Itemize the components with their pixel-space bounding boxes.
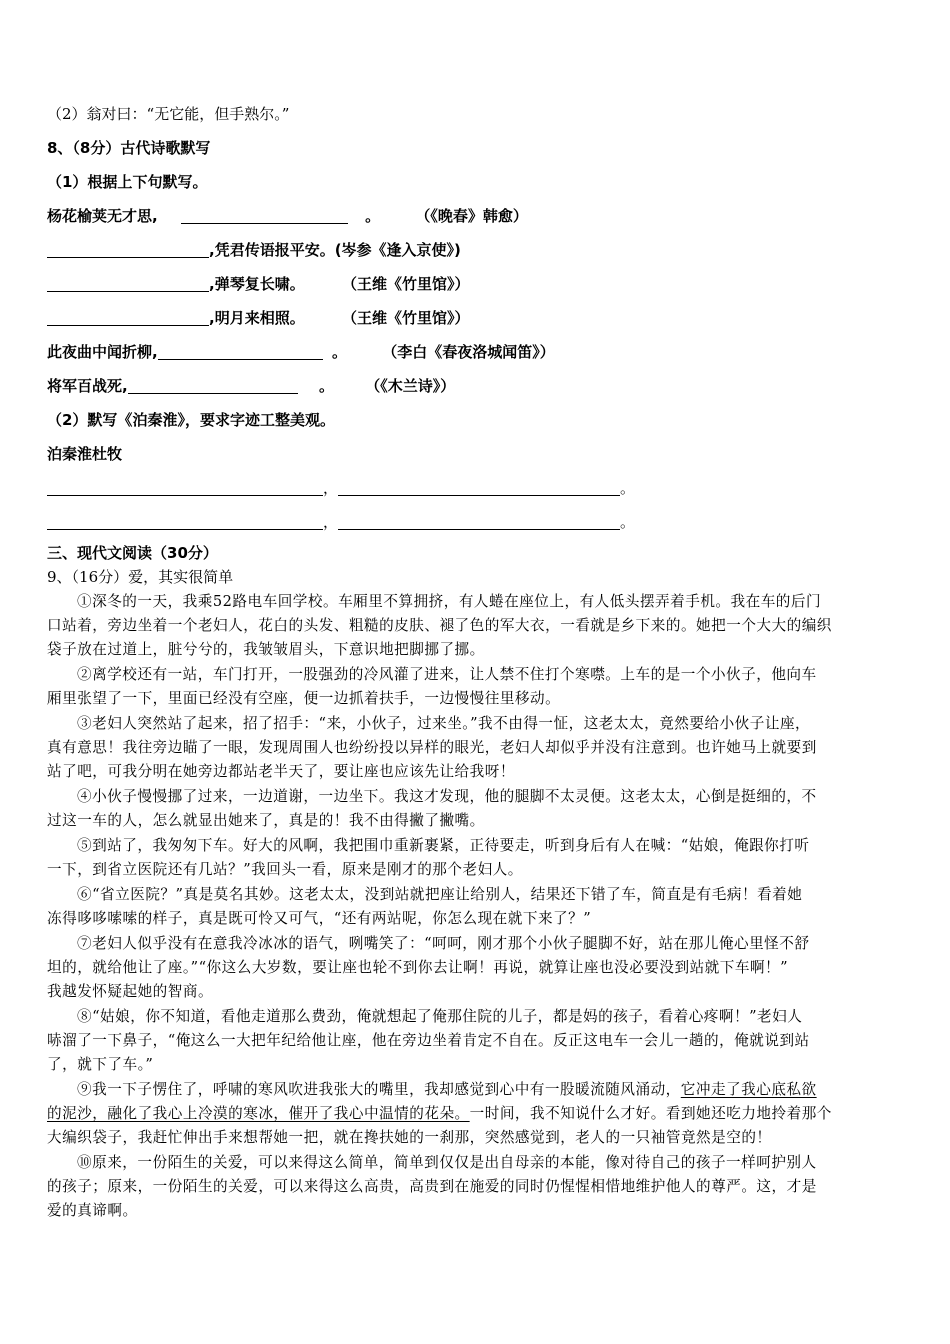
passage-line: 我越发怀疑起她的智商。	[47, 983, 214, 1000]
poem-answer-line-2	[47, 511, 635, 532]
recite-line-1	[47, 205, 528, 226]
q8-part1: （1）根据上下句默写。	[47, 173, 208, 191]
recite-line-2	[47, 239, 461, 260]
passage-line: 了，就下了车。”	[47, 1056, 154, 1073]
passage-line	[47, 1102, 832, 1123]
passage-line: 坦的，就给他让了座。”“你这么大岁数，要让座也轮不到你去让啊！再说，就算让座也没必要没到站就下车啊！”	[47, 959, 789, 976]
passage-line: 哧溜了一下鼻子，“俺这么一大把年纪给他让座，他在旁边坐着肯定不自在。反正这电车一会儿一趟的，俺就说到站	[47, 1032, 810, 1049]
recite-line-6-source: （《木兰诗》）	[365, 377, 456, 395]
poem-title: 泊秦淮杜牧	[47, 445, 123, 463]
recite-line-3-source: （王维《竹里馆》）	[341, 275, 470, 293]
recite-line-2-post: ,凭君传语报平安。	[209, 241, 335, 259]
p9-text-b: 一时间，我不知说什么才好。看到她还吃力地拎着那个	[469, 1105, 832, 1122]
passage-line: ④小伙子慢慢挪了过来，一边道谢，一边坐下。我这才发现，他的腿脚不太灵便。这老太太，心倒是挺细的，不	[77, 788, 817, 805]
passage-line: 袋子放在过道上，脏兮兮的，我皱皱眉头，下意识地把脚挪了挪。	[47, 641, 485, 658]
passage-line: ①深冬的一天，我乘52路电车回学校。车厢里不算拥挤，有人蜷在座位上，有人低头摆弄着手机。我在车的后门	[77, 593, 822, 610]
recite-line-1-source: （《晚春》韩愈）	[415, 207, 528, 225]
answer-blank-5[interactable]	[158, 343, 323, 360]
passage-line: ⑤到站了，我匆匆下车。好大的风啊，我把围巾重新裹紧，正待要走，听到身后有人在喊：“姑娘，俺跟你打听	[77, 837, 810, 854]
answer-blank-6[interactable]	[128, 377, 298, 394]
passage-line: 口站着，旁边坐着一个老妇人，花白的头发、粗糙的皮肤、褪了色的军大衣，一看就是乡下来的。她把一个大大的编织	[47, 617, 832, 634]
passage-line: 大编织袋子，我赶忙伸出手来想帮她一把，就在搀扶她的一刹那，突然感觉到，老人的一只袖管竟然是空的！	[47, 1129, 772, 1146]
p9-underlined-b: 的泥沙，融化了我心上冷漠的寒冰，催开了我心中温情的花朵。	[47, 1105, 470, 1122]
q8-part2: （2）默写《泊秦淮》，要求字迹工整美观。	[47, 411, 335, 429]
passage-line: ⑦老妇人似乎没有在意我冷冰冰的语气，咧嘴笑了：“呵呵，刚才那个小伙子腿脚不好，站在那儿俺心里怪不舒	[77, 935, 810, 952]
poem-period-1: 。	[620, 479, 636, 497]
passage-line: ⑩原来，一份陌生的关爱，可以来得这么简单，简单到仅仅是出自母亲的本能，像对待自己的孩子一样呵护别人	[77, 1154, 817, 1171]
passage-line: 的孩子；原来，一份陌生的关爱，可以来得这么高贵，高贵到在施爱的同时仍惺惺相惜地维护他人的尊严。这，才是	[47, 1178, 817, 1195]
recite-line-6-post: 。	[318, 377, 334, 395]
poem-blank-1a[interactable]	[47, 479, 323, 496]
recite-line-1-post: 。	[365, 207, 381, 225]
answer-blank-4[interactable]	[47, 309, 209, 326]
passage-line: ③老妇人突然站了起来，招了招手：“来，小伙子，过来坐。”我不由得一怔，这老太太，竟然要给小伙子让座，	[77, 715, 811, 732]
passage-line: ⑥“省立医院？”真是莫名其妙。这老太太，没到站就把座让给别人，结果还下错了车，简直是有毛病！看着她	[77, 886, 803, 903]
recite-line-5-source: （李白《春夜洛城闻笛》）	[382, 343, 555, 361]
poem-blank-2a[interactable]	[47, 513, 323, 530]
recite-line-6	[47, 375, 455, 396]
q8-header: 8、（8分）古代诗歌默写	[47, 139, 211, 157]
recite-line-4-source: （王维《竹里馆》）	[341, 309, 470, 327]
recite-line-4-post: ,明月来相照。	[209, 309, 305, 327]
section3-title: 三、现代文阅读（30分）	[47, 544, 218, 562]
recite-line-1-pre: 杨花榆荚无才思,	[47, 207, 158, 225]
poem-blank-1b[interactable]	[338, 479, 620, 496]
passage-line: ⑧“姑娘，你不知道，看他走道那么费劲，俺就想起了俺那住院的儿子，都是妈的孩子，看着心疼啊！”老妇人	[77, 1008, 803, 1025]
poem-comma-1: ，	[323, 479, 339, 497]
recite-line-3	[47, 273, 469, 294]
passage-line: 站了吧，可我分明在她旁边都站老半天了，要让座也应该先让给我呀！	[47, 763, 515, 780]
q7-part2-line: （2）翁对曰：“无它能，但手熟尔。”	[47, 105, 290, 123]
passage-line: 爱的真谛啊。	[47, 1202, 138, 1219]
recite-line-3-post: ,弹琴复长啸。	[209, 275, 305, 293]
answer-blank-3[interactable]	[47, 275, 209, 292]
recite-line-5-post: 。	[331, 343, 347, 361]
passage-line	[77, 1078, 817, 1099]
recite-line-5-pre: 此夜曲中闻折柳,	[47, 343, 158, 361]
p9-text-a: ⑨我一下子愣住了，呼啸的寒风吹进我张大的嘴里，我却感觉到心中有一股暖流随风涌动，	[77, 1081, 681, 1098]
answer-blank-2[interactable]	[47, 241, 209, 258]
recite-line-5	[47, 341, 555, 362]
passage-line: 冻得哆哆嗦嗦的样子，真是既可怜又可气，“还有两站呢，你怎么现在就下来了？”	[47, 910, 592, 927]
recite-line-4	[47, 307, 469, 328]
passage-line: 真有意思！我往旁边瞄了一眼，发现周围人也纷纷投以异样的眼光，老妇人却似乎并没有注意到。也许她马上就要到	[47, 739, 817, 756]
passage-line: ②离学校还有一站，车门打开，一股强劲的冷风灌了进来，让人禁不住打个寒噤。上车的是一个小伙子，他向车	[77, 666, 817, 683]
poem-answer-line-1	[47, 477, 635, 498]
passage-line: 厢里张望了一下，里面已经没有空座，便一边抓着扶手，一边慢慢往里移动。	[47, 690, 561, 707]
poem-blank-2b[interactable]	[338, 513, 620, 530]
passage-line: 过这一车的人，怎么就显出她来了，真是的！我不由得撇了撇嘴。	[47, 812, 485, 829]
p9-underlined-a: 它冲走了我心底私欲	[680, 1081, 817, 1098]
recite-line-2-source: (岑参《逢入京使》)	[334, 241, 461, 259]
poem-period-2: 。	[620, 513, 636, 531]
q9-title: 9、（16分）爱，其实很简单	[47, 568, 234, 586]
recite-line-6-pre: 将军百战死,	[47, 377, 128, 395]
passage-line: 一下，到省立医院还有几站？”我回头一看，原来是刚才的那个老妇人。	[47, 861, 523, 878]
answer-blank-1[interactable]	[181, 207, 348, 224]
poem-comma-2: ，	[323, 513, 339, 531]
